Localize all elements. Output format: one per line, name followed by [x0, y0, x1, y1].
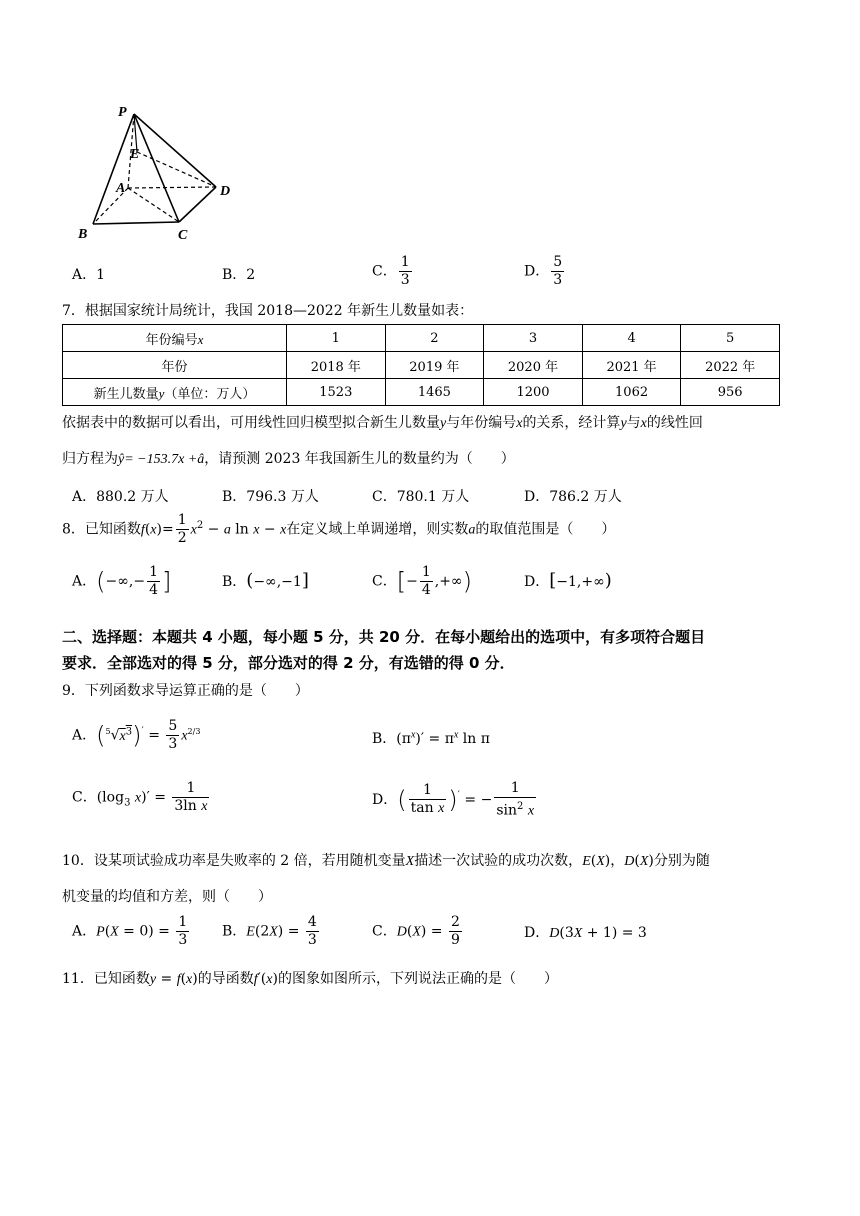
q10-option-a[interactable]: A．P(X = 0) = $\frac{1}{3}$ — [72, 914, 188, 948]
section2-heading-line2: 要求．全部选对的得 5 分，部分选对的得 2 分，有选错的得 0 分． — [62, 654, 515, 672]
table-header-cell: 年份编号x — [63, 325, 287, 352]
newborn-table — [62, 324, 780, 406]
q9-stem: 9．下列函数求导运算正确的是（ ） — [62, 683, 309, 699]
table-cell: 1200 — [484, 379, 583, 406]
table-cell: 2019 年 — [385, 352, 484, 379]
q7-option-b[interactable]: B．796.3 万人 — [222, 489, 319, 505]
q6-d-num: 5 — [553, 254, 563, 270]
q7-option-c[interactable]: C．780.1 万人 — [372, 489, 470, 505]
q11-stem: 11．已知函数y = f(x)的导函数f′(x)的图象如图所示，下列说法正确的是（ ） — [62, 971, 558, 987]
label-b: B — [78, 227, 88, 242]
q8-stem: 8．已知函数f(x)= $\frac{1}{2}$ $x^2 - a$ ln x − x在定义域上单调递增，则实数a的取值范围是（ ） — [62, 512, 616, 546]
q7-text-line1: 依据表中的数据可以看出，可用线性回归模型拟合新生儿数量y与年份编号x的关系，经计算y与x的线性回 — [62, 415, 703, 431]
q6-c-den: 3 — [400, 272, 410, 288]
table-cell: 2020 年 — [484, 352, 583, 379]
q6-c-fraction — [399, 254, 412, 289]
q6-d-fraction — [551, 254, 564, 289]
label-a: A — [116, 181, 126, 196]
q6-option-d[interactable] — [524, 254, 566, 289]
label-c: C — [178, 228, 188, 243]
q7-option-d[interactable]: D．786.2 万人 — [524, 489, 622, 505]
q10-c-label: C． — [372, 923, 397, 940]
q6-a-value: 1 — [96, 267, 106, 283]
q10-b-label: B． — [222, 923, 247, 940]
q8-option-d[interactable]: D．[−1,+∞) — [524, 570, 612, 591]
q10-a-label: A． — [72, 923, 97, 940]
q6-option-a[interactable] — [72, 264, 105, 284]
table-cell: 5 — [681, 325, 780, 352]
q7-text-line2: 归方程为ŷ= −153.7x +â，请预测 2023 年我国新生儿的数量约为（ ） — [62, 451, 515, 467]
table-cell: 1465 — [385, 379, 484, 406]
table-cell: 4 — [582, 325, 681, 352]
q10-option-b[interactable]: B．E(2X) = $\frac{4}{3}$ — [222, 914, 317, 948]
q10-d-label: D． — [524, 925, 550, 941]
table-cell: 2021 年 — [582, 352, 681, 379]
q6-c-label: C． — [372, 263, 397, 280]
table-cell: 3 — [484, 325, 583, 352]
q8-a-label: A． — [72, 573, 97, 590]
section2-heading-line1: 二、选择题：本题共 4 小题，每小题 5 分，共 20 分．在每小题给出的选项中，有多项符合题目 — [62, 628, 706, 646]
table-row — [63, 352, 780, 379]
q9-a-label: A． — [72, 727, 97, 744]
label-p: P — [118, 105, 127, 120]
q6-d-label: D． — [524, 263, 550, 280]
q6-option-b[interactable] — [222, 264, 255, 284]
q8-c-label: C． — [372, 573, 397, 590]
table-cell: 1062 — [582, 379, 681, 406]
label-d: D — [220, 184, 231, 199]
q10-option-d[interactable]: D．D(3X + 1) = 3 — [524, 925, 647, 941]
q8-d-label: D． — [524, 574, 550, 590]
q10-text-line1: 10．设某项试验成功率是失败率的 2 倍，若用随机变量X描述一次试验的成功次数，E(X)，D(X)分别为随 — [62, 853, 710, 869]
table-cell: 2018 年 — [287, 352, 386, 379]
table-row — [63, 325, 780, 352]
table-cell: 2 — [385, 325, 484, 352]
q6-a-label: A． — [72, 267, 97, 283]
q6-b-value: 2 — [246, 267, 256, 283]
table-header-cell: 年份 — [63, 352, 287, 379]
q10-option-c[interactable]: C．D(X) = $\frac{2}{9}$ — [372, 914, 460, 948]
table-cell: 1523 — [287, 379, 386, 406]
label-e: E — [130, 147, 140, 162]
regression-equation: = −153.7x + — [124, 452, 198, 467]
q9-c-label: C． — [72, 789, 97, 806]
q6-c-num: 1 — [400, 254, 410, 270]
q6-d-den: 3 — [553, 272, 563, 288]
pyramid-figure — [70, 100, 250, 245]
q9-option-d[interactable]: D．( $\frac{1}{\text{tan x}}$ )′ = − $\frac{1}{\sin^2 x}$ — [372, 780, 535, 819]
q9-option-a[interactable]: A．$(^5√x^3)'$ = $\frac{5}{3}$ $x^{2/3}$ — [72, 718, 201, 752]
q9-b-label: B． — [372, 731, 397, 747]
q8-option-b[interactable]: B．(−∞,−1] — [222, 570, 309, 591]
q9-option-b[interactable]: B．$(\pi^x)' = \pi^x$ ln π — [372, 729, 490, 747]
table-cell: 956 — [681, 379, 780, 406]
q9-option-c[interactable]: C．($\log_3$ x)′ = $\frac{1}{\text{3ln x}}$ — [72, 780, 208, 814]
q9-d-label: D． — [372, 791, 398, 808]
q10-text-line2: 机变量的均值和方差，则（ ） — [62, 889, 272, 905]
table-cell: 1 — [287, 325, 386, 352]
table-cell: 2022 年 — [681, 352, 780, 379]
q6-option-c[interactable] — [372, 254, 414, 289]
q8-option-c[interactable]: C．[− $\frac{1}{4}$ ,+∞) — [372, 564, 472, 598]
table-header-cell: 新生儿数量y（单位：万人） — [63, 379, 287, 406]
table-row — [63, 379, 780, 406]
q6-b-label: B． — [222, 267, 247, 283]
q8-b-label: B． — [222, 574, 247, 590]
q8-option-a[interactable]: A．(−∞,− $\frac{1}{4}$ ] — [72, 564, 172, 598]
q7-option-a[interactable]: A．880.2 万人 — [72, 489, 169, 505]
q7-stem: 7．根据国家统计局统计，我国 2018—2022 年新生儿数量如表： — [62, 303, 474, 319]
